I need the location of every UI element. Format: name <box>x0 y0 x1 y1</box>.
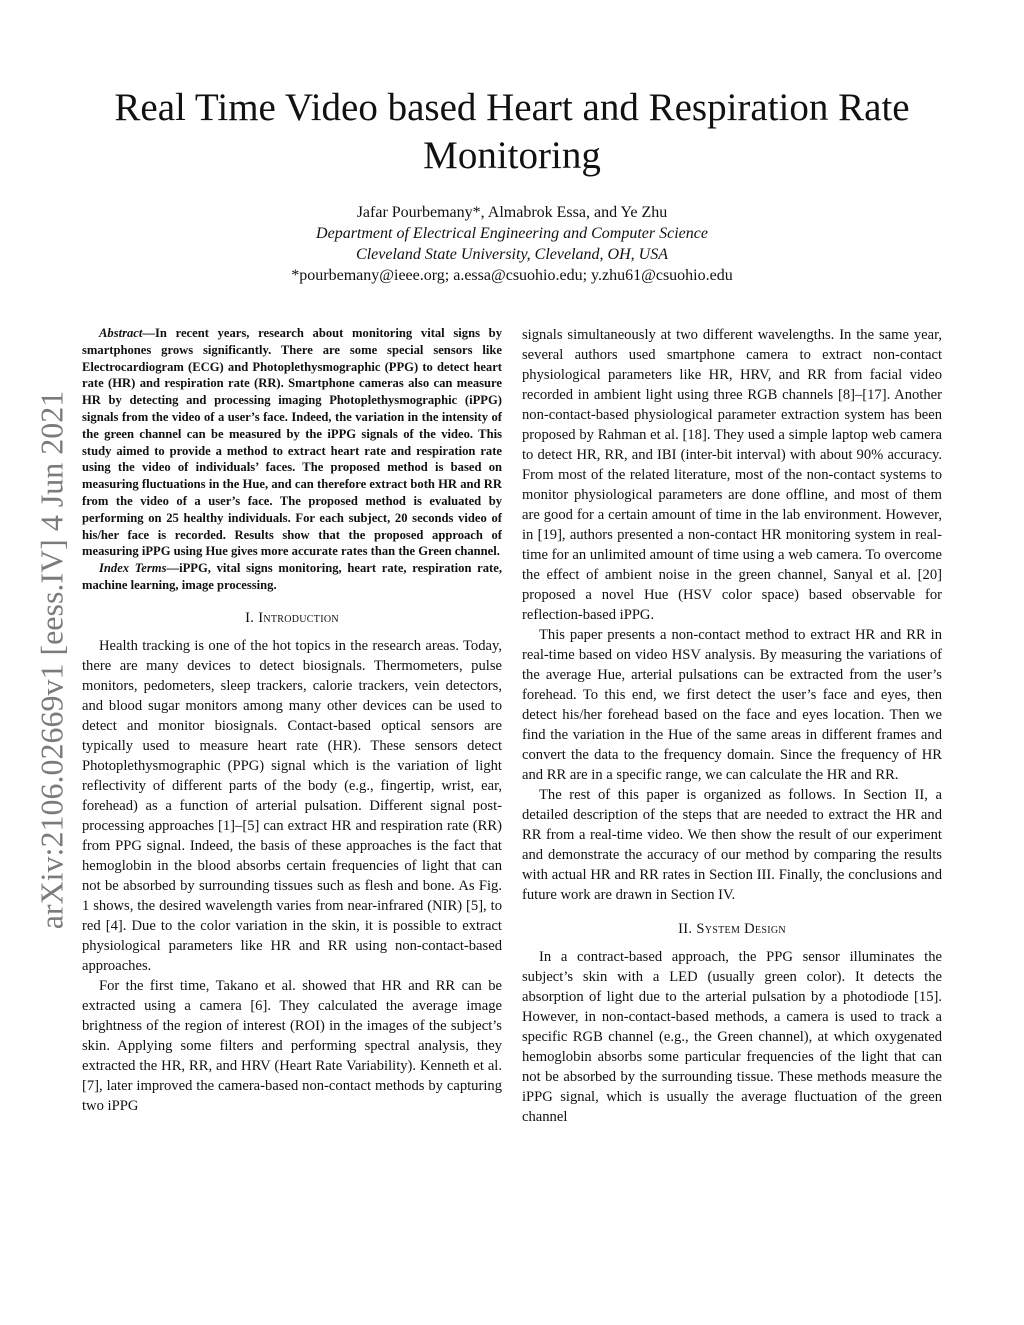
paragraph: The rest of this paper is organized as follows. In Section II, a detailed description of the steps that are needed to extract the HR and RR from a real-time video. We then show the result of our experiment and demonstrate the accuracy of our method by comparing the results with actual HR and RR rates in Section III. Finally, the conclusions and future work are drawn in Section IV. <box>522 787 942 903</box>
arxiv-identifier: arXiv:2106.02669v1 [eess.IV] 4 Jun 2021 <box>33 390 70 930</box>
author-block <box>100 202 924 286</box>
index-terms-label: Index Terms <box>99 561 167 576</box>
section-name: Introduction <box>258 609 339 626</box>
left-column <box>82 325 502 1116</box>
section-heading-introduction <box>82 608 502 628</box>
author-department: Department of Electrical Engineering and Computer Science <box>316 225 708 242</box>
paragraph: Health tracking is one of the hot topics in the research areas. Today, there are many devices to detect biosignals. Thermometers, pulse monitors, pedometers, sleep trackers, calorie trackers, vein detectors, and blood sugar monitors among many other devices can be used to detect and monitor biosignals. Contact-based optical sensors are typically used to measure heart rate (HR). These sensors detect Photoplethysmographic (PPG) signal which is the variation of light reflectivity of different parts of the body (e.g., fingertip, wrist, ear, forehead) as a function of arterial pulsation. Different signal post-processing approaches [1]–[5] can extract HR and respiration rate (RR) from PPG signal. Indeed, the basis of these approaches is the fact that hemoglobin in the blood absorbs certain frequencies of light that can not be absorbed by surrounding tissues such as flesh and bone. As Fig. 1 shows, the desired wavelength varies from near-infrared (NIR) [5], to red [4]. Due to the color variation in the skin, it is possible to extract physiological parameters like HR and RR using non-contact-based approaches. <box>82 637 502 974</box>
paragraph: In a contract-based approach, the PPG sensor illuminates the subject’s skin with a LED (usually green color). It detects the absorption of light due to the arterial pulsation by a photodiode [15]. However, in non-contact-based methods, a camera is used to track a specific RGB channel (e.g., the Green channel), at which oxygenated hemoglobin absorbs some particular frequencies of the light that can not be absorbed by the surrounding tissue. These methods measure the iPPG signal, which is usually the average fluctuation of the green channel <box>522 949 942 1125</box>
author-emails: *pourbemany@ieee.org; a.essa@csuohio.edu; y.zhu61@csuohio.edu <box>291 267 733 284</box>
index-terms-text: —iPPG, vital signs monitoring, heart rate, respiration rate, machine learning, image processing. <box>82 561 502 592</box>
author-names: Jafar Pourbemany*, Almabrok Essa, and Ye Zhu <box>356 204 668 221</box>
author-university: Cleveland State University, Cleveland, OH, USA <box>356 246 668 263</box>
section-numeral: I. <box>245 609 259 626</box>
section-numeral: II. <box>678 921 697 937</box>
paragraph: This paper presents a non-contact method to extract HR and RR in real-time based on video HSV analysis. By measuring the variations of the average Hue, arterial pulsations can be extracted from the user’s forehead. To this end, we first detect the user’s face and eyes, then detect his/her forehead based on the face and eyes location. Then we find the variation in the Hue of the same areas in different frames and convert the data to the frequency domain. Since the frequency of HR and RR are in a specific range, we can calculate the HR and RR. <box>522 627 942 783</box>
right-column <box>522 325 942 1127</box>
abstract <box>82 325 502 560</box>
index-terms <box>82 560 502 594</box>
section-heading-system-design <box>522 919 942 939</box>
paragraph: signals simultaneously at two different wavelengths. In the same year, several authors used smartphone camera to extract non-contact physiological parameters like HR, HRV, and RR from facial video recorded in ambient light using three RGB channels [8]–[17]. Another non-contact-based physiological parameter extraction system has been proposed by Rahman et al. [18]. They used a simple laptop web camera to detect HR, RR, and IBI (inter-bit interval) with about 90% accuracy. From most of the related literature, most of the non-contact systems to monitor physiological parameters are done offline, and most of them are good for a certain amount of time in the lab environment. However, in [19], authors presented a non-contact HR monitoring system in real-time for an unlimited amount of time using a web camera. To overcome the effect of ambient noise in the green channel, Sanyal et al. [20] proposed a novel Hue (HSV color space) based observable for reflection-based iPPG. <box>522 327 942 623</box>
abstract-text: —In recent years, research about monitoring vital signs by smartphones grows significantly. There are some special sensors like Electrocardiogram (ECG) and Photoplethysmographic (PPG) to detect heart rate (HR) and respiration rate (RR). Smartphone cameras also can measure HR by detecting and processing imaging Photoplethysmographic (iPPG) signals from the video of a user’s face. Indeed, the variation in the intensity of the green channel can be measured by the iPPG signals of the video. This study aimed to provide a method to extract heart rate and respiration rate using the video of individuals’ faces. The proposed method is based on measuring fluctuations in the Hue, and can therefore extract both HR and RR from the video of a user’s face. The proposed method is evaluated by performing on 25 healthy individuals. For each subject, 20 seconds video of his/her face is recorded. Results show that the proposed approach of measuring iPPG using Hue gives more accurate rates than the Green channel. <box>82 326 502 559</box>
abstract-label: Abstract <box>99 326 143 340</box>
section-name: System Design <box>696 921 786 937</box>
paragraph: For the first time, Takano et al. showed that HR and RR can be extracted using a camera [6]. They calculated the average image brightness of the region of interest (ROI) in the images of the subject’s skin. Applying some filters and performing spectral analysis, they extracted the HR, RR, and HRV (Heart Rate Variability). Kenneth et al. [7], later improved the camera-based non-contact methods by capturing two iPPG <box>82 977 502 1114</box>
paper-title: Real Time Video based Heart and Respiration Rate Monitoring <box>114 86 910 177</box>
